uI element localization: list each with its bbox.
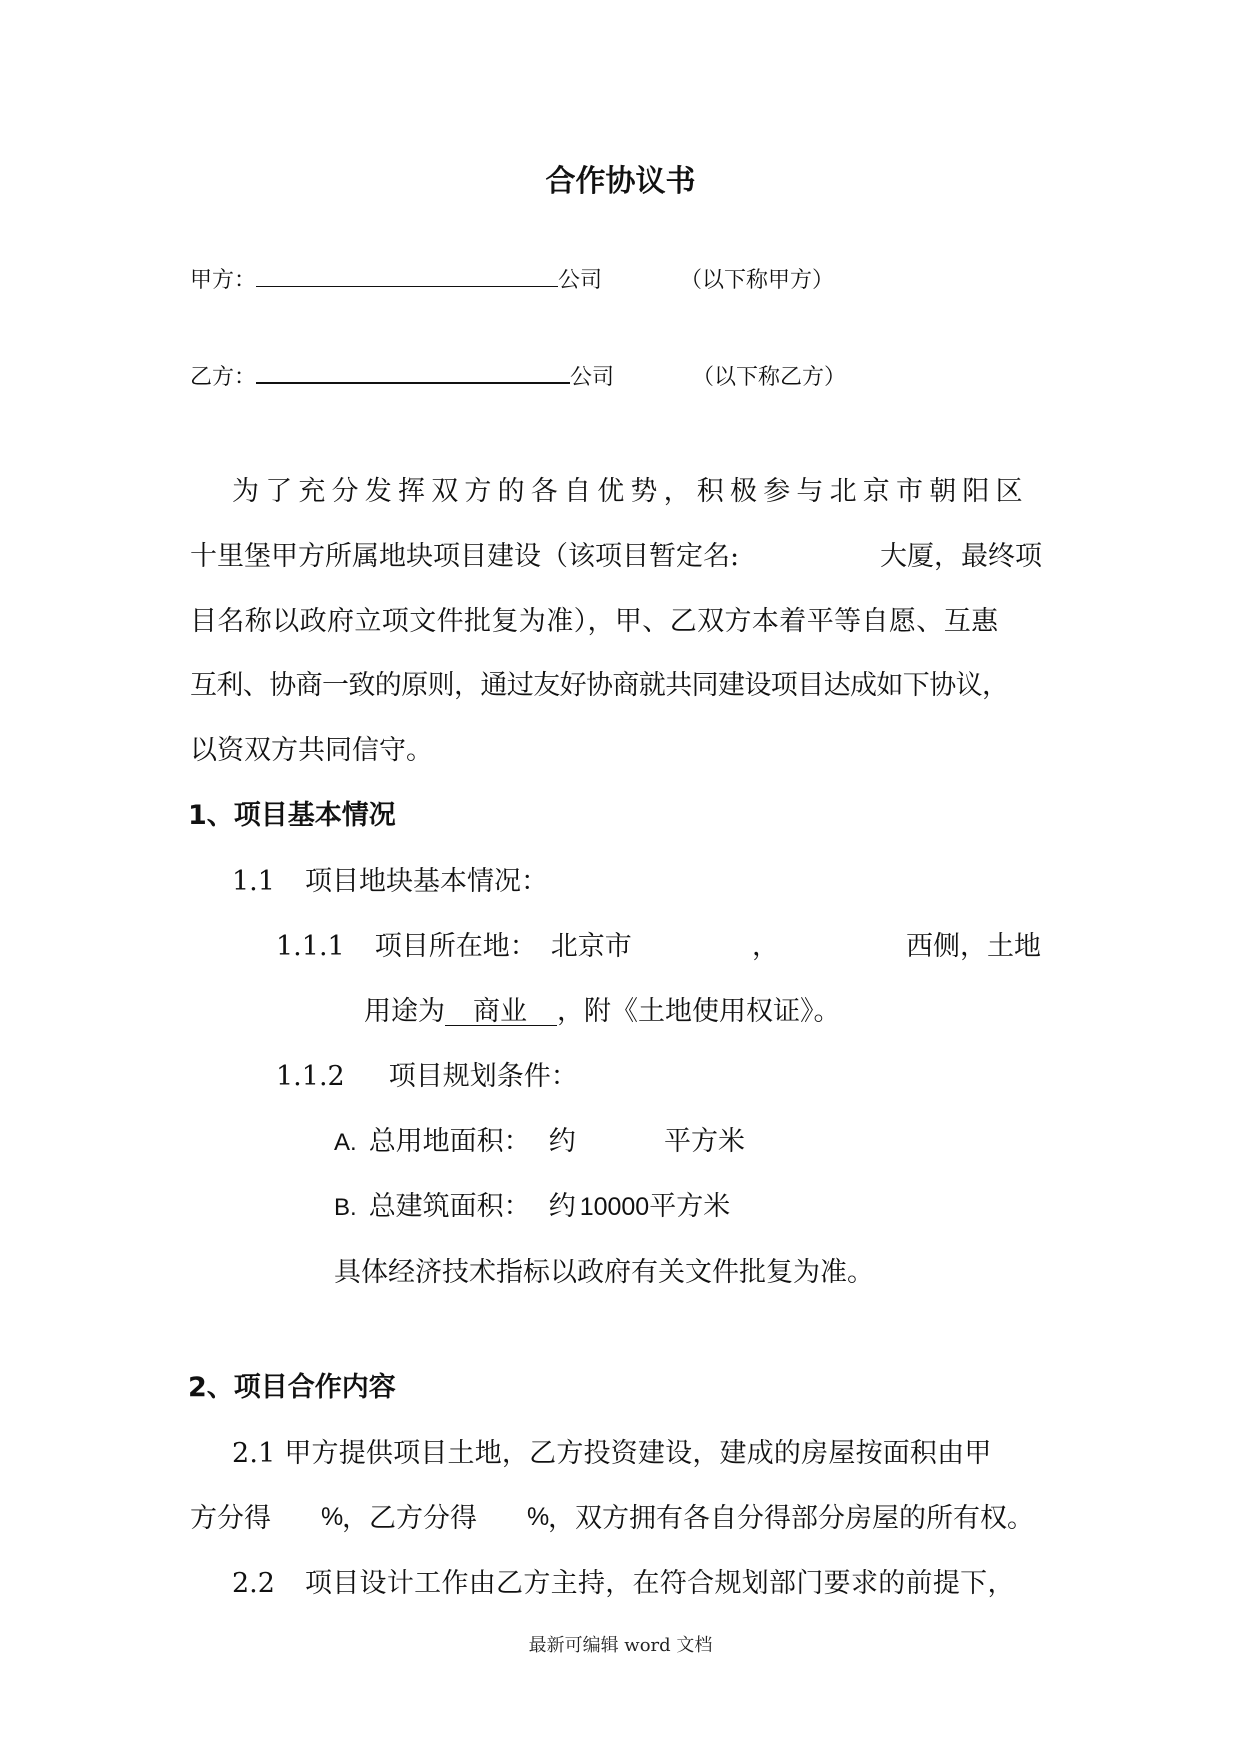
item-a xyxy=(334,1128,576,1155)
item-1-1-1 xyxy=(276,933,632,960)
section-1-heading: 1、项目基本情况 xyxy=(188,800,396,831)
intro-line-2 xyxy=(190,543,739,570)
item-1-1-2 xyxy=(276,1063,578,1090)
item-1-1-1-side: 西侧，土地 xyxy=(906,931,1041,962)
item-2-1-line-2b: ，乙方分得 xyxy=(342,1503,477,1534)
party-a-label: 甲方： xyxy=(190,268,257,293)
item-b-value: 10000 xyxy=(579,1193,650,1221)
item-2-1-pct-a: % xyxy=(321,1503,344,1531)
party-a-name-blank[interactable] xyxy=(256,266,558,287)
land-use-value[interactable]: 商业 xyxy=(445,998,557,1026)
item-2-2-text: 项目设计工作由乙方主持，在符合规划部门要求的前提下， xyxy=(304,1568,1015,1599)
item-1-1 xyxy=(232,868,548,895)
intro-line-4: 互利、协商一致的原则，通过友好协商就共同建设项目达成如下协议， xyxy=(190,670,1009,701)
item-2-1-line-1: 2.1 甲方提供项目土地，乙方投资建设，建成的房屋按面积由甲 xyxy=(232,1438,992,1469)
item-2-2 xyxy=(232,1570,1015,1597)
item-b-label: 总建筑面积： xyxy=(368,1191,531,1222)
page-footer: 最新可编辑 word 文档 xyxy=(528,1635,713,1656)
party-b-label: 乙方： xyxy=(190,365,257,390)
party-b-suffix: 公司 xyxy=(570,365,615,390)
item-b-letter: B. xyxy=(334,1194,357,1221)
item-2-1-line-2a: 方分得 xyxy=(190,1503,271,1534)
item-1-1-2-num: 1.1.2 xyxy=(276,1061,345,1092)
land-use-label: 用途为 xyxy=(364,996,445,1027)
intro-line-3: 目名称以政府立项文件批复为准），甲、乙双方本着平等自愿、互惠 xyxy=(190,606,999,637)
item-1-1-num: 1.1 xyxy=(232,866,275,897)
intro-line-2a: 十里堡甲方所属地块项目建设（该项目暂定名: xyxy=(190,541,740,572)
intro-line-2b: 大厦，最终项 xyxy=(880,541,1042,572)
item-a-unit: 平方米 xyxy=(664,1126,745,1157)
party-a-line xyxy=(190,266,834,292)
land-use-note: ，附《土地使用权证》。 xyxy=(557,996,841,1027)
item-a-label: 总用地面积： xyxy=(368,1126,531,1157)
item-1-1-2-text: 项目规划条件： xyxy=(388,1061,578,1092)
item-a-pre: 约 xyxy=(548,1126,576,1157)
item-1-1-1-use xyxy=(364,998,841,1026)
item-2-1-line-2c: ，双方拥有各自分得部分房屋的所有权。 xyxy=(548,1503,1034,1534)
party-b-line xyxy=(190,362,846,389)
intro-line-1: 为了充分发挥双方的各自优势，积极参与北京市朝阳区 xyxy=(232,476,1029,507)
item-a-letter: A. xyxy=(334,1129,357,1156)
item-1-1-1-label: 项目所在地： xyxy=(374,931,537,962)
item-b xyxy=(334,1193,730,1220)
intro-line-5: 以资双方共同信守。 xyxy=(190,735,433,766)
item-1-1-1-num: 1.1.1 xyxy=(276,931,345,962)
item-2-2-num: 2.2 xyxy=(232,1568,275,1599)
document-title: 合作协议书 xyxy=(545,164,696,199)
item-1-1-1-comma: ， xyxy=(752,931,779,962)
party-a-note: （以下称甲方） xyxy=(680,268,835,293)
item-1-1-1-city: 北京市 xyxy=(550,931,632,962)
party-b-note: （以下称乙方） xyxy=(692,365,847,390)
item-b-unit: 平方米 xyxy=(649,1191,731,1222)
section-1-note: 具体经济技术指标以政府有关文件批复为准。 xyxy=(334,1257,874,1288)
section-2-heading: 2、项目合作内容 xyxy=(188,1372,396,1403)
party-a-suffix: 公司 xyxy=(558,268,603,293)
item-b-pre: 约 xyxy=(548,1191,576,1222)
party-b-name-blank[interactable] xyxy=(256,362,570,384)
item-2-1-pct-b: % xyxy=(527,1503,550,1531)
item-1-1-text: 项目地块基本情况： xyxy=(304,866,548,897)
